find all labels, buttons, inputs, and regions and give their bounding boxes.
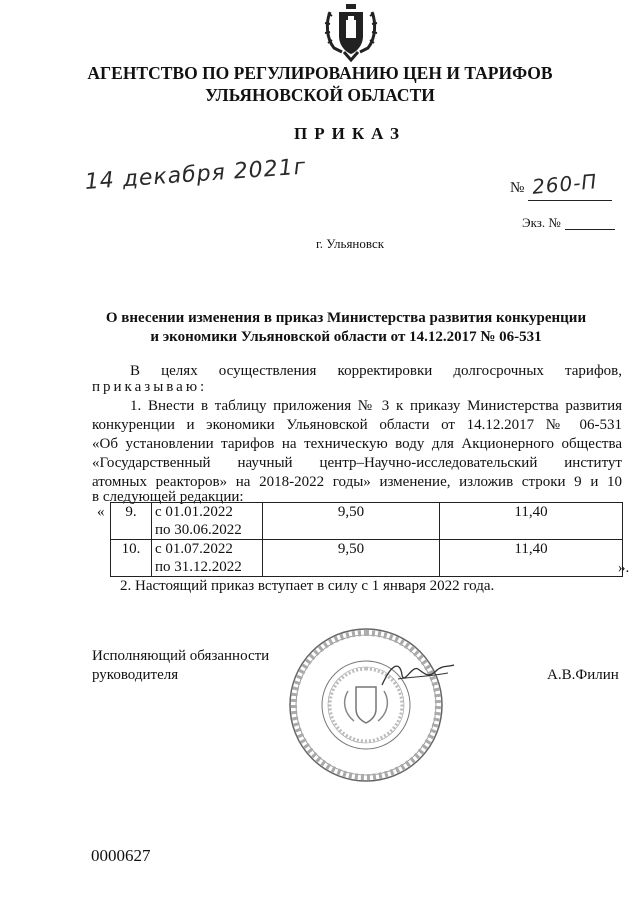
- copy-number-label: Экз. №: [522, 215, 561, 230]
- intro-line2: приказываю:: [92, 379, 208, 395]
- handwritten-signature-icon: [378, 655, 458, 695]
- row-number: 10.: [111, 540, 152, 577]
- quote-close: ».: [618, 560, 630, 576]
- city: г. Ульяновск: [315, 236, 385, 251]
- tariff-value-2: 11,40: [440, 540, 623, 577]
- position-line1: Исполняющий обязанности: [92, 648, 270, 664]
- paragraph1-line: «Об установлении тарифов на техническую воду для Акционерного общества: [92, 436, 622, 452]
- paragraph1-line: атомных реакторов» на 2018-2022 годы» изменение, изложив строки 9 и 10: [92, 474, 622, 490]
- number-underline: [528, 200, 612, 201]
- document-type: ПРИКАЗ: [294, 124, 406, 143]
- table-row: [111, 540, 623, 577]
- copy-number-underline: [565, 229, 615, 230]
- document-serial-number: 0000627: [91, 846, 151, 865]
- tariff-value-1: 9,50: [263, 540, 440, 577]
- period-cell: [152, 503, 263, 540]
- coat-of-arms-icon: [322, 2, 380, 62]
- tariff-table: [110, 502, 623, 577]
- row-number: 9.: [111, 503, 152, 540]
- number-label: №: [510, 180, 525, 196]
- table-row: [111, 503, 623, 540]
- period-end: по 30.06.2022: [155, 522, 242, 538]
- paragraph1-line: 1. Внести в таблицу приложения № 3 к приказу Министерства развития: [130, 398, 622, 414]
- quote-open: «: [97, 504, 105, 520]
- position-line2: руководителя: [92, 667, 179, 683]
- period-end: по 31.12.2022: [155, 559, 242, 575]
- agency-name-line2: УЛЬЯНОВСКОЙ ОБЛАСТИ: [205, 85, 435, 105]
- subject-line2: и экономики Ульяновской области от 14.12.2017 № 06-531: [150, 329, 542, 345]
- official-stamp-icon: [286, 625, 446, 785]
- paragraph1-line: «Государственный научный центр–Научно-исследовательский институт: [92, 455, 622, 471]
- period-start: с 01.01.2022: [155, 504, 233, 520]
- period-start: с 01.07.2022: [155, 541, 233, 557]
- tariff-value-2: 11,40: [440, 503, 623, 540]
- subject-line1: О внесении изменения в приказ Министерства развития конкуренции: [105, 310, 587, 326]
- handwritten-date: 14 декабря 2021г: [84, 154, 308, 195]
- signatory-name: А.В.Филин: [547, 667, 619, 683]
- handwritten-number: 260-П: [531, 169, 599, 199]
- paragraph1-line: конкуренции и экономики Ульяновской области от 14.12.2017 № 06-531: [92, 417, 622, 433]
- tariff-value-1: 9,50: [263, 503, 440, 540]
- paragraph1-line: в следующей редакции:: [92, 489, 244, 505]
- agency-name-line1: АГЕНТСТВО ПО РЕГУЛИРОВАНИЮ ЦЕН И ТАРИФОВ: [87, 63, 553, 83]
- intro-line1: В целях осуществления корректировки долгосрочных тарифов,: [130, 363, 622, 379]
- signatory-position: [92, 647, 269, 685]
- period-cell: [152, 540, 263, 577]
- paragraph2: 2. Настоящий приказ вступает в силу с 1 января 2022 года.: [120, 578, 495, 594]
